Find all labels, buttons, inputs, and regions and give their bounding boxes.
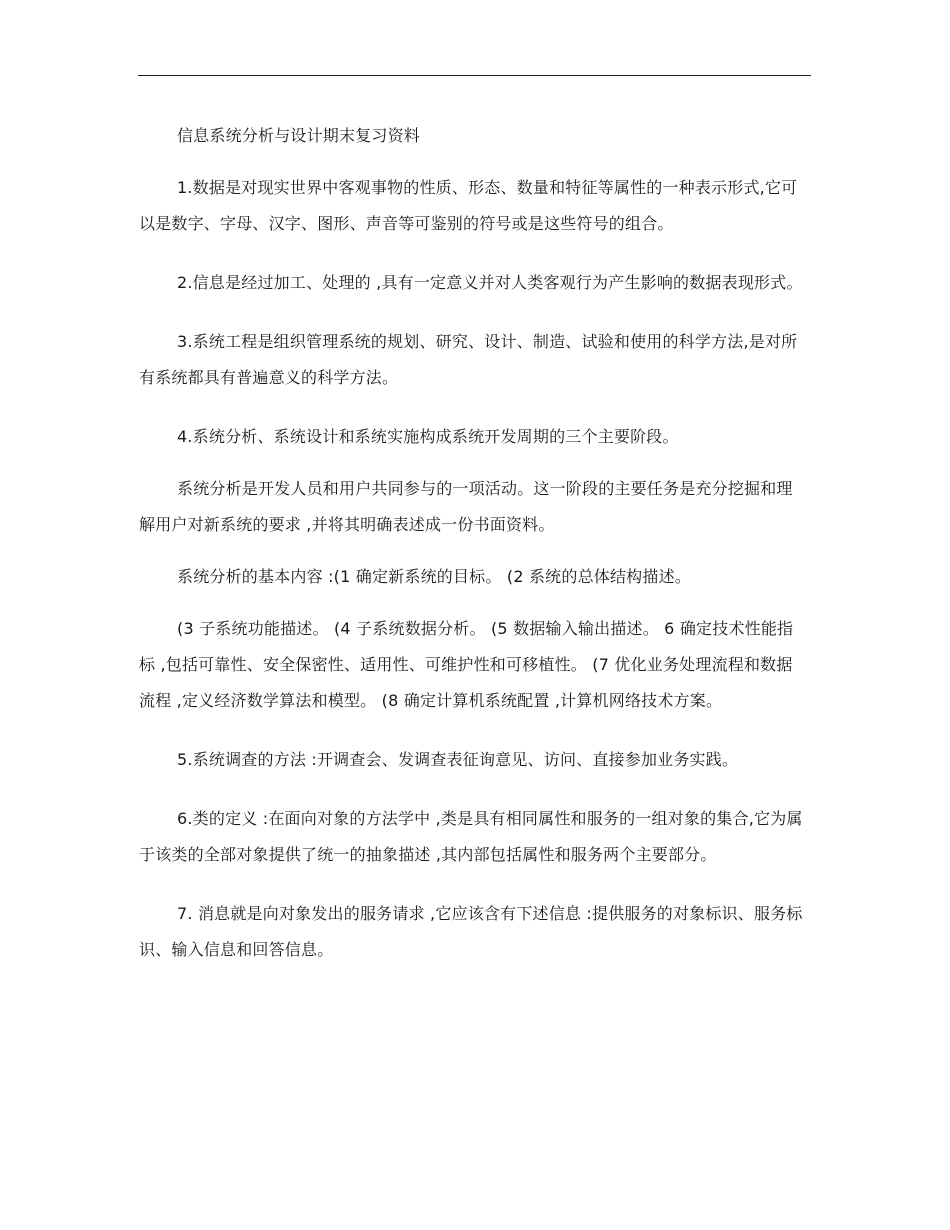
paragraph-3-systems-engineering: 3.系统工程是组织管理系统的规划、研究、设计、制造、试验和使用的科学方法,是对所有系统都具有普遍意义的科学方法。 [139,332,798,387]
paragraph-analysis-contents-continued: (3 子系统功能描述。 (4 子系统数据分析。 (5 数据输入输出描述。 6 确定技术性能指标 ,包括可靠性、安全保密性、适用性、可维护性和可移植性。 (7 优化业务处理流程和数据流程 ,定义经济数学算法和模型。 (8 确定计算机系统配置 ,计算机网络技术方案。 [139,619,794,710]
paragraph-2-information-definition: 2.信息是经过加工、处理的 ,具有一定意义并对人类客观行为产生影响的数据表现形式。 [177,273,803,292]
paragraph-6-class-definition: 6.类的定义 :在面向对象的方法学中 ,类是具有相同属性和服务的一组对象的集合,它为属于该类的全部对象提供了统一的抽象描述 ,其内部包括属性和服务两个主要部分。 [139,809,803,864]
paragraph-5-survey-methods: 5.系统调查的方法 :开调查会、发调查表征询意见、访问、直接参加业务实践。 [177,750,739,769]
paragraph-system-analysis: 系统分析是开发人员和用户共同参与的一项活动。这一阶段的主要任务是充分挖掘和理解用户对新系统的要求 ,并将其明确表述成一份书面资料。 [139,479,793,534]
header-rule [138,75,811,76]
paragraph-4-development-stages: 4.系统分析、系统设计和系统实施构成系统开发周期的三个主要阶段。 [177,427,679,446]
paragraph-7-message-definition: 7. 消息就是向对象发出的服务请求 ,它应该含有下述信息 :提供服务的对象标识、服务标识、输入信息和回答信息。 [139,904,803,959]
paragraph-1-data-definition: 1.数据是对现实世界中客观事物的性质、形态、数量和特征等属性的一种表示形式,它可以是数字、字母、汉字、图形、声音等可鉴别的符号或是这些符号的组合。 [139,178,798,233]
document-title: 信息系统分析与设计期末复习资料 [177,126,421,145]
paragraph-analysis-contents: 系统分析的基本内容 :(1 确定新系统的目标。 (2 系统的总体结构描述。 [177,567,691,586]
document-body [139,118,803,991]
